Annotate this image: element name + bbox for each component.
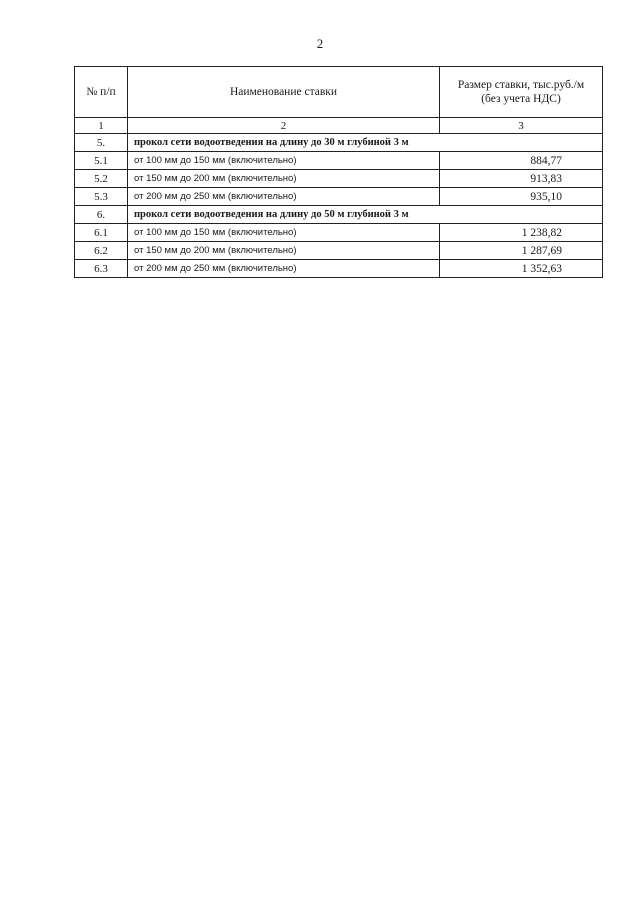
header-name: Наименование ставки [128, 67, 440, 118]
page-number: 2 [316, 36, 324, 51]
section-title: прокол сети водоотведения на длину до 30 м глубиной 3 м [128, 134, 603, 152]
row-name: от 200 мм до 250 мм (включительно) [128, 188, 440, 206]
column-index: 3 [440, 118, 603, 134]
row-value: 884,77 [440, 152, 603, 170]
row-name: от 150 мм до 200 мм (включительно) [128, 242, 440, 260]
row-name: от 100 мм до 150 мм (включительно) [128, 152, 440, 170]
row-number: 5.2 [75, 170, 128, 188]
table-header-row [75, 67, 603, 118]
row-value: 1 352,63 [440, 260, 603, 278]
header-number: № п/п [75, 67, 128, 118]
column-index: 1 [75, 118, 128, 134]
row-value: 935,10 [440, 188, 603, 206]
section-row [75, 206, 603, 224]
rates-table [74, 66, 603, 278]
section-number: 6. [75, 206, 128, 224]
column-index-row [75, 118, 603, 134]
row-name: от 100 мм до 150 мм (включительно) [128, 224, 440, 242]
table-row [75, 170, 603, 188]
row-number: 6.2 [75, 242, 128, 260]
row-value: 1 238,82 [440, 224, 603, 242]
row-number: 5.3 [75, 188, 128, 206]
row-name: от 150 мм до 200 мм (включительно) [128, 170, 440, 188]
table-row [75, 242, 603, 260]
header-rate [440, 67, 603, 118]
row-number: 6.3 [75, 260, 128, 278]
column-index: 2 [128, 118, 440, 134]
table-row [75, 260, 603, 278]
section-title: прокол сети водоотведения на длину до 50 м глубиной 3 м [128, 206, 603, 224]
header-rate-line2: (без учета НДС) [481, 93, 561, 105]
table-row [75, 152, 603, 170]
section-row [75, 134, 603, 152]
row-value: 1 287,69 [440, 242, 603, 260]
row-number: 6.1 [75, 224, 128, 242]
table-row [75, 224, 603, 242]
row-name: от 200 мм до 250 мм (включительно) [128, 260, 440, 278]
row-number: 5.1 [75, 152, 128, 170]
header-rate-line1: Размер ставки, тыс.руб./м [457, 79, 585, 91]
table-row [75, 188, 603, 206]
row-value: 913,83 [440, 170, 603, 188]
section-number: 5. [75, 134, 128, 152]
